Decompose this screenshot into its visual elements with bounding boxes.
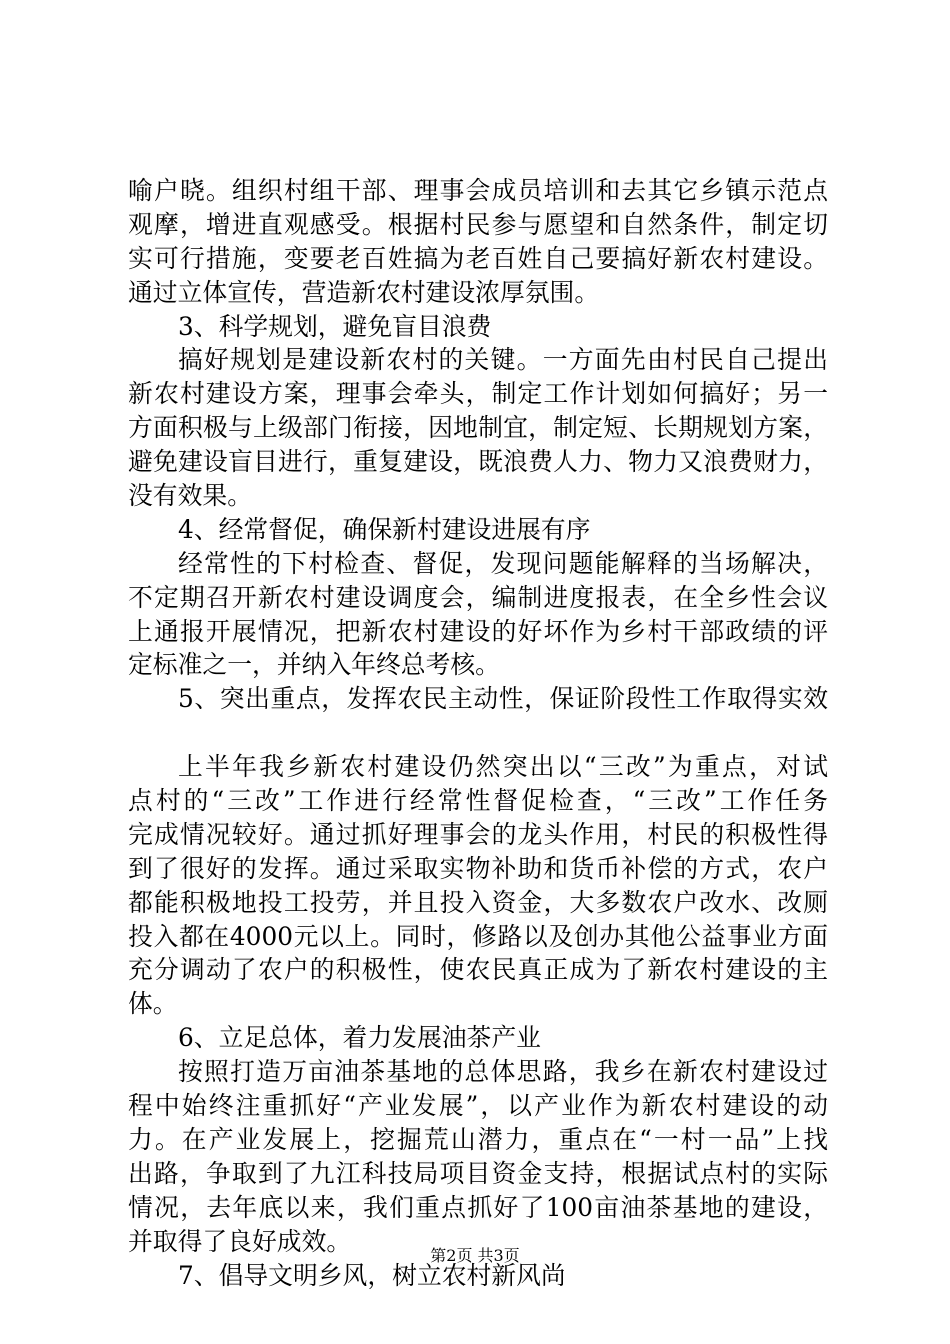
text-line: 定标准之一，并纳入年终总考核。 — [128, 650, 500, 680]
page-number: 第2页 共3页 — [430, 1246, 520, 1265]
text-line: 方面积极与上级部门衔接，因地制宜，制定短、长期规划方案， — [128, 413, 828, 443]
text-line: 完成情况较好。通过抓好理事会的龙头作用，村民的积极性得 — [128, 819, 828, 849]
text-line: 按照打造万亩油茶基地的总体思路，我乡在新农村建设过 — [178, 1057, 828, 1087]
text-line: 实可行措施，变要老百姓搞为老百姓自己要搞好新农村建设。 — [128, 243, 828, 273]
text-line: 力。在产业发展上，挖掘荒山潜力，重点在“一村一品”上找 — [128, 1124, 828, 1154]
page-footer — [0, 1246, 950, 1266]
text-line: 上半年我乡新农村建设仍然突出以“三改”为重点，对试 — [178, 752, 828, 782]
text-line: 7、倡导文明乡风，树立农村新风尚 — [178, 1260, 566, 1290]
text-line: 上通报开展情况，把新农村建设的好坏作为乡村干部政绩的评 — [128, 616, 828, 646]
document-body — [128, 174, 828, 1292]
text-line: 都能积极地投工投劳，并且投入资金，大多数农户改水、改厕 — [128, 887, 828, 917]
text-line: 情况，去年底以来，我们重点抓好了100亩油茶基地的建设， — [128, 1192, 828, 1222]
text-line: 充分调动了农户的积极性，使农民真正成为了新农村建设的主 — [128, 955, 828, 985]
text-line: 程中始终注重抓好“产业发展”，以产业作为新农村建设的动 — [128, 1091, 828, 1121]
text-line: 出路，争取到了九江科技局项目资金支持，根据试点村的实际 — [128, 1158, 828, 1188]
text-line: 5、突出重点，发挥农民主动性，保证阶段性工作取得实效 — [178, 684, 828, 714]
text-line: 没有效果。 — [128, 481, 252, 511]
text-line: 不定期召开新农村建设调度会，编制进度报表，在全乡性会议 — [128, 582, 828, 612]
text-line: 3、科学规划，避免盲目浪费 — [178, 311, 492, 341]
text-line: 喻户晓。组织村组干部、理事会成员培训和去其它乡镇示范点 — [128, 176, 828, 205]
text-line: 4、经常督促，确保新村建设进展有序 — [178, 514, 591, 544]
text-line: 观摩，增进直观感受。根据村民参与愿望和自然条件，制定切 — [128, 209, 828, 239]
text-line: 点村的“三改”工作进行经常性督促检查，“三改”工作任务 — [128, 786, 828, 816]
text-line: 6、立足总体，着力发展油茶产业 — [178, 1023, 541, 1053]
text-line: 并取得了良好成效。 — [128, 1226, 352, 1256]
text-line: 经常性的下村检查、督促，发现问题能解释的当场解决， — [178, 548, 828, 578]
blank-line — [128, 716, 828, 750]
text-line: 新农村建设方案，理事会牵头，制定工作计划如何搞好；另一 — [128, 379, 828, 409]
text-line: 通过立体宣传，营造新农村建设浓厚氛围。 — [128, 277, 600, 307]
text-line: 体。 — [128, 989, 178, 1019]
text-line: 避免建设盲目进行，重复建设，既浪费人力、物力又浪费财力， — [128, 447, 828, 477]
text-line: 到了很好的发挥。通过采取实物补助和货币补偿的方式，农户 — [128, 853, 828, 883]
text-line: 投入都在4000元以上。同时，修路以及创办其他公益事业方面 — [128, 921, 828, 951]
text-line: 搞好规划是建设新农村的关键。一方面先由村民自己提出 — [178, 345, 828, 375]
